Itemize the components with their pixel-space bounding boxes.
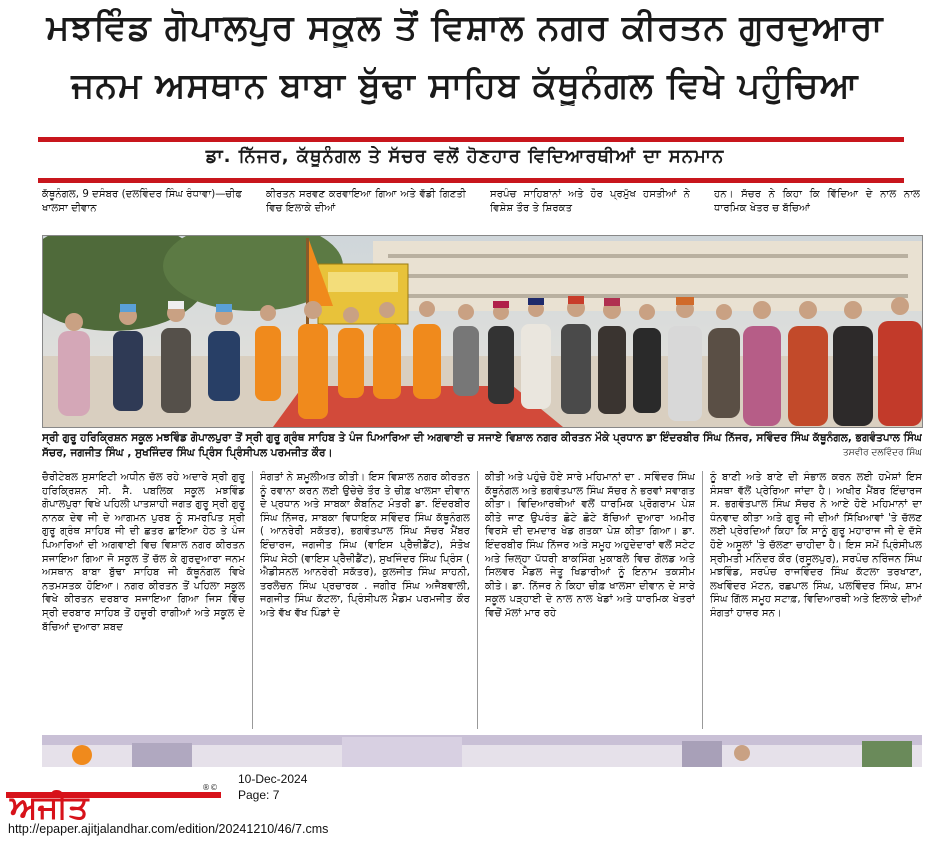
edition-url[interactable]: http://epaper.ajitjalandhar.com/edition/20241210/46/7.cms (8, 822, 329, 836)
article-column-2 (260, 471, 470, 729)
second-photo-illustration (42, 735, 922, 767)
ajit-logo (6, 784, 226, 826)
article-text: ਕੀਤੀ ਅਤੇ ਪਹੁੰਚੇ ਹੋਏ ਸਾਰੇ ਮਹਿਮਾਨਾਂ ਦਾ . ਸਵਿੰਦਰ ਸਿੰਘ ਕੱਥੂਨੰਗਲ ਅਤੇ ਭਗਵੰਤਪਾਲ ਸਿੰਘ ਸੱਚਰ ਨੇ ਭਰਵਾਂ ਸਵਾਗਤ ਕੀਤਾ। ਵਿਦਿਆਰਥੀਆਂ ਵਲੋਂ ਧਾਰਮਿਕ ਪ੍ਰੋਗਰਾਮ ਪੇਸ਼ ਕੀਤੇ ਜਾਣ ਉਪਰੰਤ ਛੋਟੇ ਛੋਟੇ ਬੱਚਿਆਂ ਦੁਆਰਾ ਅਮੀਰ ਵਿਰਸੇ ਦੀ ਦਮਦਾਰ ਖੇਡ ਗਤਕਾ ਪੇਸ਼ ਕੀਤਾ ਗਿਆ। ਡਾ. ਇੰਦਰਬੀਰ ਸਿੰਘ ਨਿੱਜਰ ਅਤੇ ਸਮੂਹ ਅਹੁਦੇਦਾਰਾਂ ਵਲੋਂ ਸਟੇਟ ਅਤੇ ਜ਼ਿਲ੍ਹਾ ਪੱਧਰੀ ਬਾਕਸਿੰਗ ਮੁਕਾਬਲੇ ਵਿਚ ਗੋਲਡ ਅਤੇ ਸਿਲਵਰ ਮੈਡਲ ਜੇਤੂ ਖਿਡਾਰੀਆਂ ਨੂੰ ਇਨਾਮ ਤਕਸੀਮ ਕੀਤੇ। ਡਾ. ਨਿੱਜਰ ਨੇ ਕਿਹਾ ਚੀਫ਼ ਖਾਲਸਾ ਦੀਵਾਨ ਦੇ ਸਾਰੇ ਸਕੂਲ ਪੜ੍ਹਾਈ ਦੇ ਨਾਲ ਨਾਲ ਖੇਡਾਂ ਅਤੇ ਧਾਰਮਿਕ ਖੇਤਰਾਂ ਵਿਚੋਂ ਮੱਲਾਂ ਮਾਰ ਰਹੇ (485, 472, 695, 619)
article-text: ਸੰਗਤਾਂ ਨੇ ਸ਼ਮੂਲੀਅਤ ਕੀਤੀ। ਇਸ ਵਿਸ਼ਾਲ ਨਗਰ ਕੀਰਤਨ ਨੂੰ ਰਵਾਨਾ ਕਰਨ ਲਈ ਉਚੇਚੇ ਤੌਰ ਤੇ ਚੀਫ਼ ਖਾਲਸਾ ਦੀਵਾਨ ਦੇ ਪ੍ਰਧਾਨ ਅਤੇ ਸਾਬਕਾ ਕੈਬਨਿਟ ਮੰਤਰੀ ਡਾ. ਇੰਦਰਬੀਰ ਸਿੰਘ ਨਿੱਜਰ, ਸਾਬਕਾ ਵਿਧਾਇਕ ਸਵਿੰਦਰ ਸਿੰਘ ਕੱਥੂਨੰਗਲ ( ਆਨਰੇਰੀ ਸਕੱਤਰ), ਭਗਵੰਤਪਾਲ ਸਿੰਘ ਸੱਚਰ ਮੈਂਬਰ ਇੰਚਾਰਜ, ਜਗਜੀਤ ਸਿੰਘ (ਵਾਇਸ ਪ੍ਰੈਜ਼ੀਡੈਂਟ), ਸੰਤੋਖ ਸਿੰਘ ਸੇਠੀ (ਵਾਇਸ ਪ੍ਰੈਜ਼ੀਡੈਂਟ), ਸੁਖਜਿੰਦਰ ਸਿੰਘ ਪ੍ਰਿੰਸ ( ਐਡੀਸਨਲ ਆਨਰੇਰੀ ਸਕੱਤਰ), ਕੁਲਜੀਤ ਸਿੰਘ ਸਾਹਨੀ, ਤਰਲੋਚਨ ਸਿੰਘ ਪ੍ਰਚਾਰਕ . ਜਗੀਰ ਸਿੰਘ ਅਜੈਬਵਾਲੀ, ਜਗਜੀਤ ਸਿੰਘ ਕੱਟਲਾ, ਪ੍ਰਿੰਸੀਪਲ ਮੈਡਮ ਪਰਮਜੀਤ ਕੌਰ ਅਤੇ ਵੱਖ ਵੱਖ ਪਿੰਡਾਂ ਦੇ (260, 472, 470, 619)
page-number: Page: 7 (238, 788, 280, 802)
headline-line-1: ਮਝਵਿੰਡ ਗੋਪਾਲਪੁਰ ਸਕੂਲ ਤੋਂ ਵਿਸ਼ਾਲ ਨਗਰ ਕੀਰਤਨ ਗੁਰਦੁਆਰਾ (46, 8, 884, 48)
top-column-text: ਸਰਪੰਚ ਸਾਹਿਬਾਨਾਂ ਅਤੇ ਹੋਰ ਪ੍ਰਮੁੱਖ ਹਸਤੀਆਂ ਨੇ ਵਿਸ਼ੇਸ਼ ਤੌਰ ਤੇ ਸ਼ਿਰਕਤ (490, 189, 690, 214)
top-column-2 (266, 188, 466, 216)
article-column-4 (710, 471, 922, 729)
subheadline: ਡਾ. ਨਿੱਜਰ, ਕੱਥੂਨੰਗਲ ਤੇ ਸੱਚਰ ਵਲੋਂ ਹੋਣਹਾਰ ਵਿਦਿਆਰਥੀਆਂ ਦਾ ਸਨਮਾਨ (205, 146, 725, 167)
photo-credit: ਤਸਵੀਰ ਦਲਵਿੰਦਰ ਸਿੰਘ (842, 447, 922, 458)
top-column-4 (714, 188, 920, 216)
procession-photo (42, 235, 923, 428)
article-text: ਨੂੰ ਬਾਣੀ ਅਤੇ ਬਾਣੇ ਦੀ ਸੰਭਾਲ ਕਰਨ ਲਈ ਹਮੇਸ਼ਾਂ ਇਸ ਸੰਸਥਾ ਵੱਲੋਂ ਪ੍ਰੇਰਿਆ ਜਾਂਦਾ ਹੈ। ਅਖੀਰ ਮੈਂਬਰ ਇੰਚਾਰਜ ਸ. ਭਗਵੰਤਪਾਲ ਸਿੰਘ ਸੱਚਰ ਨੇ ਆਏ ਹੋਏ ਮਹਿਮਾਨਾਂ ਦਾ ਧੰਨਵਾਦ ਕੀਤਾ ਅਤੇ ਗੁਰੂ ਜੀ ਦੀਆਂ ਸਿੱਖਿਆਵਾਂ 'ਤੇ ਚੱਲਣ ਲਈ ਪ੍ਰੇਰਦਿਆਂ ਕਿਹਾ ਕਿ ਸਾਨੂੰ ਗੁਰੂ ਮਹਾਰਾਜ ਜੀ ਦੇ ਦੱਸੇ ਹੋਏ ਅਸੂਲਾਂ 'ਤੇ ਚੱਲਣਾ ਚਾਹੀਦਾ ਹੈ। ਇਸ ਸਮੇਂ ਪ੍ਰਿੰਸੀਪਲ ਸ੍ਰੀਮਤੀ ਮਨਿੰਦਰ ਕੌਰ (ਰਸੂਲਪੁਰ), ਸਰਪੰਚ ਨਰਿੰਜਨ ਸਿੰਘ ਮਝਵਿੰਡ, ਸਰਪੰਚ ਰਾਜਵਿੰਦਰ ਸਿੰਘ ਕੱਟਲਾ ਤਰਖਾਣਾ, ਲਖਵਿੰਦਰ ਮੱਟਨ, ਰਛਪਾਲ ਸਿੰਘ, ਪਲਵਿੰਦਰ ਸਿੰਘ, ਸ਼ਾਮ ਸਿੰਘ ਗਿੱਲ ਸਮੂਹ ਸਟਾਫ਼, ਵਿਦਿਆਰਥੀ ਅਤੇ ਇਲਾਕੇ ਦੀਆਂ ਸੰਗਤਾਂ ਹਾਜ਼ਰ ਸਨ। (710, 472, 922, 619)
registered-mark: ®© (202, 784, 218, 792)
red-rule-top (38, 137, 904, 142)
column-divider (477, 471, 478, 729)
procession-photo-illustration (43, 236, 922, 427)
ajit-logo-mark (6, 784, 226, 822)
top-column-text: ਕੱਥੂਨੰਗਲ, 9 ਦਸੰਬਰ (ਦਲਵਿੰਦਰ ਸਿੰਘ ਰੰਧਾਵਾ)—ਚੀਫ ਖਾਲਸਾ ਦੀਵਾਨ (42, 189, 242, 214)
top-column-3 (490, 188, 690, 216)
red-rule-bottom (38, 178, 904, 183)
photo-caption-text: ਸ੍ਰੀ ਗੁਰੂ ਹਰਿਕ੍ਰਿਸ਼ਨ ਸਕੂਲ ਮਝਵਿੰਡ ਗੋਪਾਲਪੁਰਾ ਤੋਂ ਸ੍ਰੀ ਗੁਰੂ ਗ੍ਰੰਥ ਸਾਹਿਬ ਤੇ ਪੰਜ ਪਿਆਰਿਆ ਦੀ ਅਗਵਾਈ ਚ ਸਜਾਏ ਵਿਸ਼ਾਲ ਨਗਰ ਕੀਰਤਨ ਮੌਕੇ ਪ੍ਰਧਾਨ ਡਾ ਇੰਦਰਬੀਰ ਸਿੰਘ ਨਿੱਜਰ, ਸਵਿੰਦਰ ਸਿੰਘ ਕੱਥੂਨੰਗਲ, ਭਗਵੰਤਪਾਲ ਸਿੰਘ ਸੱਚਰ, ਜਗਜੀਤ ਸਿੰਘ , ਸੁਖਜਿੰਦਰ ਸਿੰਘ ਪ੍ਰਿੰਸ ਪ੍ਰਿੰਸੀਪਲ ਪਰਮਜੀਤ ਕੌਰ। (42, 432, 922, 459)
article-column-1 (42, 471, 245, 729)
top-column-text: ਕੀਰਤਨ ਸਰਵਣ ਕਰਵਾਇਆ ਗਿਆ ਅਤੇ ਵੱਡੀ ਗਿਣਤੀ ਵਿਚ ਇਲਾਕੇ ਦੀਆਂ (266, 189, 466, 214)
photo-caption (42, 431, 922, 460)
top-column-text: ਹਨ। ਸੱਚਰ ਨੇ ਕਿਹਾ ਕਿ ਵਿੱਦਿਆ ਦੇ ਨਾਲ ਨਾਲ ਧਾਰਮਿਕ ਖੇਤਰ ਚ ਬੱਚਿਆਂ (714, 189, 920, 214)
ajit-logo-text: ਅਜੀਤ (10, 788, 89, 822)
top-column-1 (42, 188, 242, 216)
column-divider (702, 471, 703, 729)
edition-date: 10-Dec-2024 (238, 772, 308, 786)
article-text: ਚੈਰੀਟੇਬਲ ਸੁਸਾਇਟੀ ਅਧੀਨ ਚੱਲ ਰਹੇ ਅਦਾਰੇ ਸ੍ਰੀ ਗੁਰੂ ਹਰਿਕ੍ਰਿਸ਼ਨ ਸੀ. ਸੈ. ਪਬਲਿਕ ਸਕੂਲ ਮਝਵਿੰਡ ਗੋਪਾਲਪੁਰਾ ਵਿਖੇ ਪਹਿਲੀ ਪਾਤਸ਼ਾਹੀ ਜਗਤ ਗੁਰੂ ਸ੍ਰੀ ਗੁਰੂ ਨਾਨਕ ਦੇਵ ਜੀ ਦੇ ਆਗਮਨ ਪੁਰਬ ਨੂੰ ਸਮਰਪਿਤ ਸ੍ਰੀ ਗੁਰੂ ਗ੍ਰੰਥ ਸਾਹਿਬ ਜੀ ਦੀ ਛਤਰ ਛਾਇਆ ਹੇਠ ਤੇ ਪੰਜ ਪਿਆਰਿਆਂ ਦੀ ਅਗਵਾਈ ਵਿਚ ਵਿਸ਼ਾਲ ਨਗਰ ਕੀਰਤਨ ਸਜਾਇਆ ਗਿਆ ਜੋ ਸਕੂਲ ਤੋਂ ਚੱਲ ਕੇ ਗੁਰਦੁਆਰਾ ਜਨਮ ਅਸਥਾਨ ਬਾਬਾ ਬੁੱਢਾ ਸਾਹਿਬ ਜੀ ਕੱਥੂਨੰਗਲ ਵਿਖੇ ਨਤਮਸਤਕ ਹੋਇਆ। ਨਗਰ ਕੀਰਤਨ ਤੋਂ ਪਹਿਲਾ ਸਕੂਲ ਵਿਖੇ ਕੀਰਤਨ ਦਰਬਾਰ ਸਜਾਇਆ ਗਿਆ ਜਿਸ ਵਿੱਚ ਸ੍ਰੀ ਦਰਬਾਰ ਸਾਹਿਬ ਤੋਂ ਹਜ਼ੂਰੀ ਰਾਗੀਆਂ ਅਤੇ ਸਕੂਲ ਦੇ ਬੱਚਿਆਂ ਦੁਆਰਾ ਸ਼ਬਦ (42, 472, 245, 633)
article-column-3 (485, 471, 695, 729)
second-photo-strip (42, 735, 922, 767)
column-divider (252, 471, 253, 729)
headline-line-2: ਜਨਮ ਅਸਥਾਨ ਬਾਬਾ ਬੁੱਢਾ ਸਾਹਿਬ ਕੱਥੂਨੰਗਲ ਵਿਖੇ ਪਹੁੰਚਿਆ (71, 66, 859, 106)
